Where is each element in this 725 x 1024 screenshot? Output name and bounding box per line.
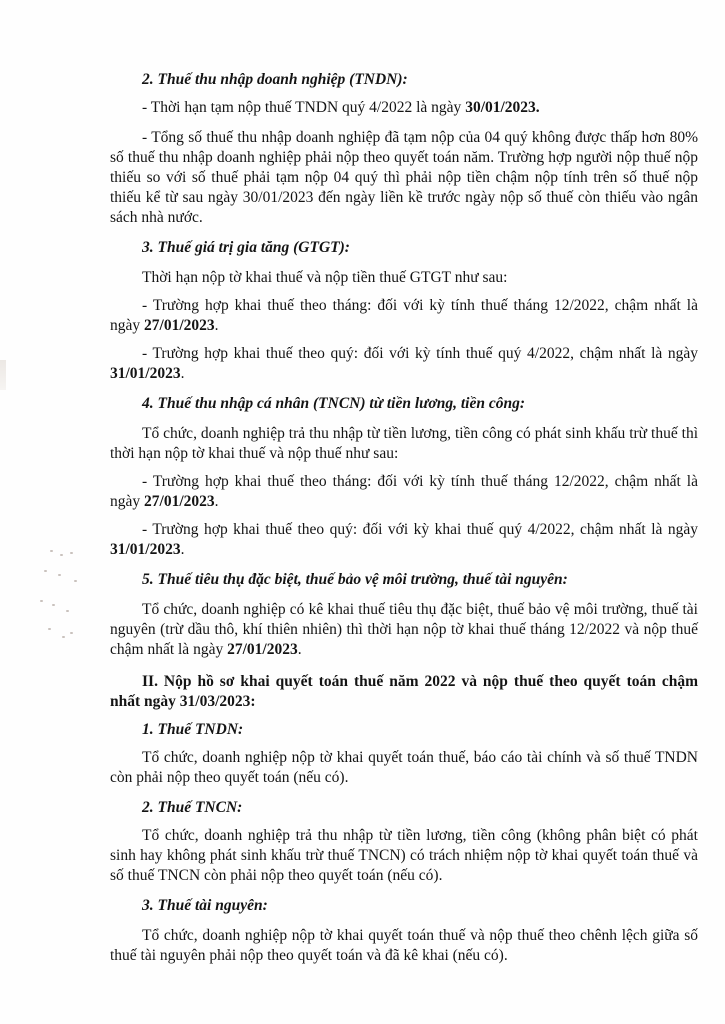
ttdb-body-date: 27/01/2023 [227, 641, 298, 658]
tndn-prepaid-rule: - Tổng số thuế thu nhập doanh nghiệp đã tạm nộp của 04 quý không được thấp hơn 80% số thuế thu nhập doanh nghiệp phải nộp theo quyết toán năm. Trường hợp người nộp thuế nộp thiếu so với số thuế phải tạm nộp 04 quý thì phải nộp tiền chậm nộp tính trên số thuế nộp thiếu kể từ sau ngày 30/01/2023 đến ngày liền kề trước ngày nộp số thuế còn thiếu vào ngân sách nhà nước. [110, 129, 698, 226]
gtgt-quarterly [110, 344, 698, 384]
sub-tn-body: Tổ chức, doanh nghiệp nộp tờ khai quyết toán thuế và nộp thuế theo chênh lệch giữa số thuế tài nguyên phải nộp theo quyết toán và đã kê khai (nếu có). [110, 927, 698, 964]
heading-tndn: 2. Thuế thu nhập doanh nghiệp (TNDN): [142, 71, 408, 88]
tndn-deadline-text: - Thời hạn tạm nộp thuế TNDN quý 4/2022 là ngày [142, 99, 466, 116]
sub-tndn-body: Tổ chức, doanh nghiệp nộp tờ khai quyết toán thuế, báo cáo tài chính và số thuế TNDN còn phải nộp theo quyết toán (nếu có). [110, 749, 698, 786]
document-body [110, 70, 698, 966]
gtgt-quarterly-end: . [180, 365, 185, 382]
gtgt-monthly-date: 27/01/2023 [144, 317, 215, 334]
tncn-intro: Tổ chức, doanh nghiệp trả thu nhập từ tiền lương, tiền công có phát sinh khấu trừ thuế thì thời hạn nộp tờ khai thuế và nộp thuế như sau: [110, 425, 698, 462]
tndn-deadline-date: 30/01/2023. [465, 99, 540, 116]
tncn-quarterly [110, 520, 698, 560]
tncn-monthly-date: 27/01/2023 [144, 493, 215, 510]
heading-ttdb: 5. Thuế tiêu thụ đặc biệt, thuế bảo vệ môi trường, thuế tài nguyên: [142, 571, 568, 588]
ttdb-body-text: Tổ chức, doanh nghiệp có kê khai thuế tiêu thụ đặc biệt, thuế bảo vệ môi trường, thuế tài nguyên (trừ dầu thô, khí thiên nhiên) thì thời hạn nộp tờ khai thuế tháng 12/2022 và nộp thuế chậm nhất là ngày [110, 601, 698, 658]
ttdb-body-end: . [297, 641, 302, 658]
sub-tncn-body: Tổ chức, doanh nghiệp trả thu nhập từ tiền lương, tiền công (không phân biệt có phát sinh hay không phát sinh khấu trừ thuế TNCN) có trách nhiệm nộp tờ khai quyết toán thuế và số thuế TNCN còn phải nộp theo quyết toán (nếu có). [110, 827, 698, 884]
ttdb-body [110, 600, 698, 660]
tncn-quarterly-text: - Trường hợp khai thuế theo quý: đối với kỳ khai thuế quý 4/2022, chậm nhất là ngày [142, 521, 698, 538]
gtgt-quarterly-date: 31/01/2023 [110, 365, 181, 382]
heading-sub-tn: 3. Thuế tài nguyên: [142, 897, 268, 914]
gtgt-quarterly-text: - Trường hợp khai thuế theo quý: đối với kỳ tính thuế quý 4/2022, chậm nhất là ngày [142, 345, 698, 362]
heading-sub-tncn: 2. Thuế TNCN: [142, 799, 243, 816]
heading-gtgt: 3. Thuế giá trị gia tăng (GTGT): [142, 239, 350, 256]
gtgt-monthly-text: - Trường hợp khai thuế theo tháng: đối với kỳ tính thuế tháng 12/2022, chậm nhất là ngày [110, 297, 698, 334]
heading-part-two: II. Nộp hồ sơ khai quyết toán thuế năm 2022 và nộp thuế theo quyết toán chậm nhất ngày 31/03/2023: [110, 673, 698, 710]
gtgt-monthly [110, 296, 698, 336]
gtgt-monthly-end: . [214, 317, 219, 334]
gtgt-intro: Thời hạn nộp tờ khai thuế và nộp tiền thuế GTGT như sau: [142, 269, 508, 286]
tncn-monthly-text: - Trường hợp khai thuế theo tháng: đối với kỳ tính thuế tháng 12/2022, chậm nhất là ngày [110, 473, 698, 510]
heading-tncn: 4. Thuế thu nhập cá nhân (TNCN) từ tiền lương, tiền công: [142, 395, 526, 412]
tncn-quarterly-end: . [180, 541, 185, 558]
tncn-monthly [110, 472, 698, 512]
tncn-quarterly-date: 31/01/2023 [110, 541, 181, 558]
scan-edge-mark [0, 360, 6, 390]
tncn-monthly-end: . [214, 493, 219, 510]
faded-stamp-mark [0, 540, 100, 660]
heading-sub-tndn: 1. Thuế TNDN: [142, 721, 244, 738]
tndn-deadline [110, 98, 698, 118]
